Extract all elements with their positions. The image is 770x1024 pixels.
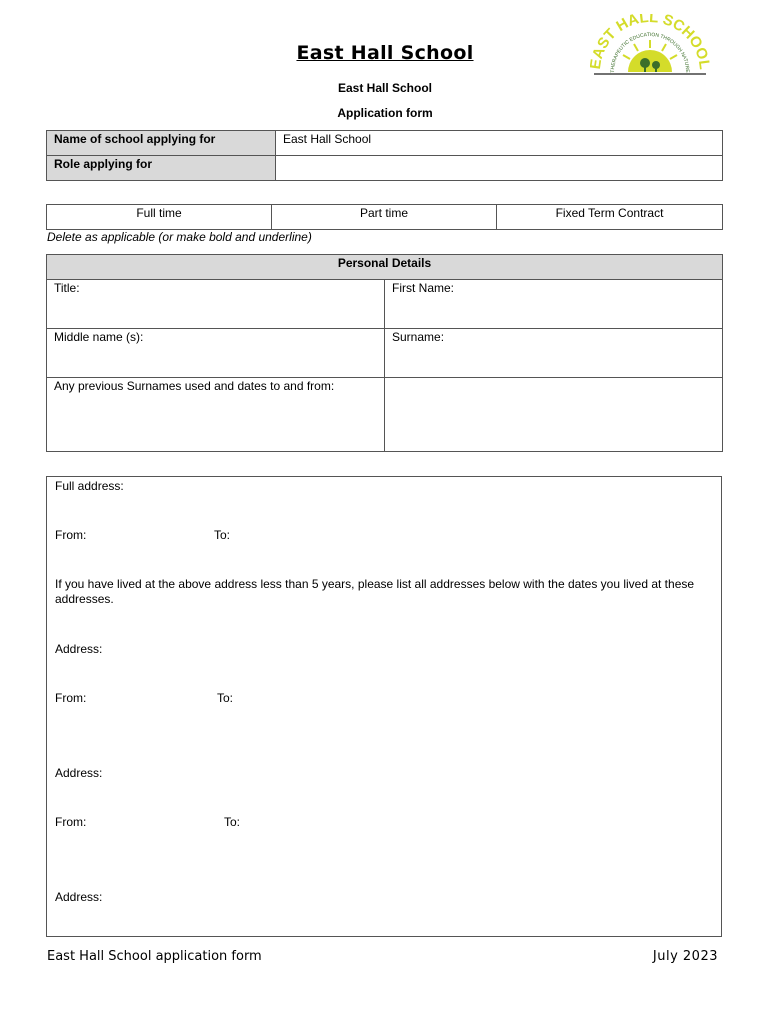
previous-surnames-field[interactable] bbox=[385, 378, 723, 452]
personal-details-heading: Personal Details bbox=[47, 255, 723, 280]
to-label-2: To: bbox=[217, 691, 234, 705]
address-label-3: Address: bbox=[55, 890, 103, 904]
full-address-label: Full address: bbox=[55, 479, 124, 493]
address-instruction: If you have lived at the above address less than 5 years, please list all addresses below with the dates you lived at these addresses. bbox=[55, 577, 695, 606]
address-section[interactable] bbox=[46, 476, 722, 937]
from-label-1: From: bbox=[55, 528, 87, 542]
to-label-3: To: bbox=[224, 815, 241, 829]
school-value[interactable]: East Hall School bbox=[276, 131, 723, 156]
footer-left: East Hall School application form bbox=[47, 949, 262, 964]
contract-option-full-time[interactable]: Full time bbox=[47, 205, 272, 230]
role-field[interactable] bbox=[276, 156, 723, 181]
school-label: Name of school applying for bbox=[47, 131, 276, 156]
page-title: East Hall School bbox=[296, 42, 474, 64]
first-name-field[interactable]: First Name: bbox=[385, 280, 723, 329]
contract-note: Delete as applicable (or make bold and underline) bbox=[47, 230, 312, 244]
surname-field[interactable]: Surname: bbox=[385, 329, 723, 378]
previous-surnames-label: Any previous Surnames used and dates to and from: bbox=[47, 378, 385, 452]
school-role-table bbox=[46, 130, 723, 181]
address-label-1: Address: bbox=[55, 642, 103, 656]
form-name: Application form bbox=[337, 106, 433, 120]
role-label: Role applying for bbox=[47, 156, 276, 181]
logo-tagline: THERAPEUTIC EDUCATION THROUGH NATURE bbox=[609, 31, 691, 73]
logo-wordmark: AST HALL SCHOO bbox=[590, 14, 710, 62]
footer-right: July 2023 bbox=[652, 949, 718, 964]
subtitle: East Hall School bbox=[337, 81, 433, 95]
from-label-2: From: bbox=[55, 691, 87, 705]
personal-details-table bbox=[46, 254, 723, 452]
contract-type-table bbox=[46, 204, 723, 230]
middle-name-field[interactable]: Middle name (s): bbox=[47, 329, 385, 378]
to-label-1: To: bbox=[214, 528, 231, 542]
contract-option-fixed-term[interactable]: Fixed Term Contract bbox=[497, 205, 723, 230]
contract-option-part-time[interactable]: Part time bbox=[272, 205, 497, 230]
title-field[interactable]: Title: bbox=[47, 280, 385, 329]
address-label-2: Address: bbox=[55, 766, 103, 780]
from-label-3: From: bbox=[55, 815, 87, 829]
